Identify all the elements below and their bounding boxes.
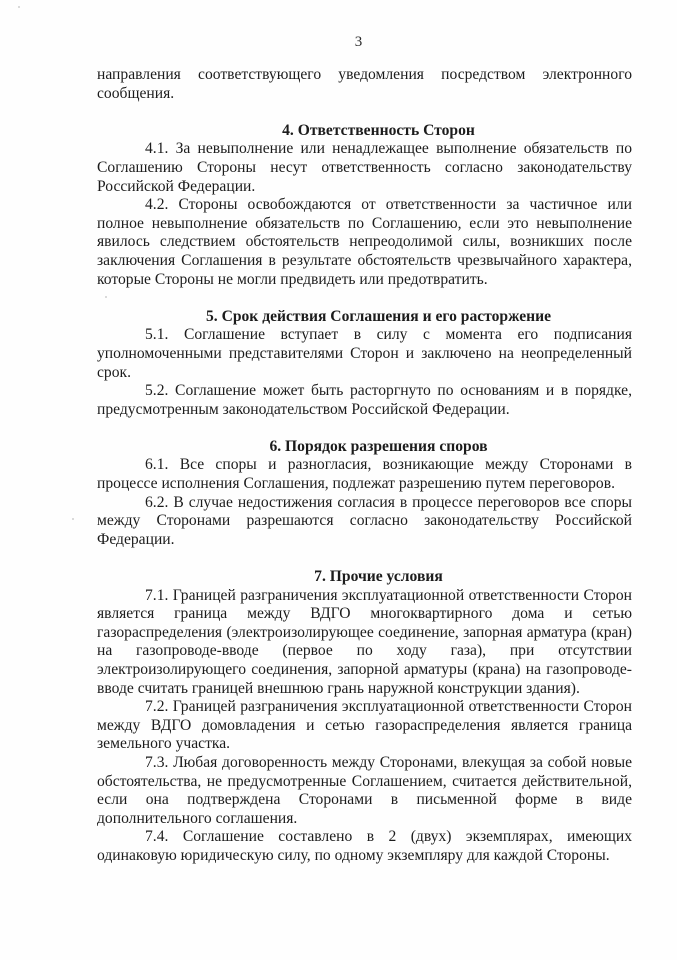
clause-4-2: 4.2. Стороны освобождаются от ответственности за частичное или полное невыполнение обязательств по Соглашению, если это невыполнение явилось следствием обстоятельств непреодолимой силы, возникших после заключения Соглашения в результате обстоятельств чрезвычайного характера, которые Стороны не могли предвидеть или предотвратить. [97, 196, 632, 288]
clause-7-3: 7.3. Любая договоренность между Сторонами, влекущая за собой новые обстоятельства, не предусмотренные Соглашением, считается действительной, если она подтверждена Сторонами в письменной форме в виде дополнительного соглашения. [97, 753, 632, 827]
section-other-terms [97, 568, 632, 866]
section-dispute-resolution [97, 438, 632, 550]
intro-continuation: направления соответствующего уведомления посредством электронного сообщения. [97, 66, 632, 102]
section-heading: 5. Срок действия Соглашения и его расторжение [205, 307, 552, 325]
clause-7-2: 7.2. Границей разграничения эксплуатационной ответственности Сторон между ВДГО домовладения и сетью газораспределения является граница земельного участка. [97, 698, 632, 753]
clause-7-1: 7.1. Границей разграничения эксплуатационной ответственности Сторон является граница между ВДГО многоквартирного дома и сетью газораспределения (электроизолирующее соединение, запорная арматура (кран) на газопроводе-вводе (первое по ходу газа), при отсутствии электроизолирующего соединения, запорной арматуры (крана) на газопроводе-вводе считать границей внешнюю грань наружной конструкции здания). [97, 586, 632, 697]
section-term-termination [97, 308, 632, 420]
page-number: 3 [354, 34, 363, 50]
section-heading: 4. Ответственность Сторон [282, 121, 475, 139]
scan-speck [72, 518, 74, 520]
clause-5-1: 5.1. Соглашение вступает в силу с момента его подписания уполномоченными представителями Сторон и заключено на неопределенный срок. [97, 326, 632, 381]
section-responsibility [97, 122, 632, 289]
clause-4-1: 4.1. За невыполнение или ненадлежащее выполнение обязательств по Соглашению Стороны несут ответственность согласно законодательству Российской Федерации. [97, 140, 632, 195]
clause-7-4: 7.4. Соглашение составлено в 2 (двух) экземплярах, имеющих одинаковую юридическую силу, по одному экземпляру для каждой Стороны. [97, 828, 632, 864]
section-heading: 6. Порядок разрешения споров [269, 437, 488, 455]
clause-6-2: 6.2. В случае недостижения согласия в процессе переговоров все споры между Сторонами разрешаются согласно законодательству Российской Федерации. [97, 493, 632, 548]
clause-5-2: 5.2. Соглашение может быть расторгнуто по основаниям и в порядке, предусмотренным законодательством Российской Федерации. [97, 382, 632, 418]
section-heading: 7. Прочие условия [314, 568, 443, 586]
scan-speck [18, 6, 20, 8]
document-body [97, 66, 632, 866]
clause-6-1: 6.1. Все споры и разногласия, возникающие между Сторонами в процессе исполнения Соглашения, подлежат разрешению путем переговоров. [97, 456, 632, 493]
